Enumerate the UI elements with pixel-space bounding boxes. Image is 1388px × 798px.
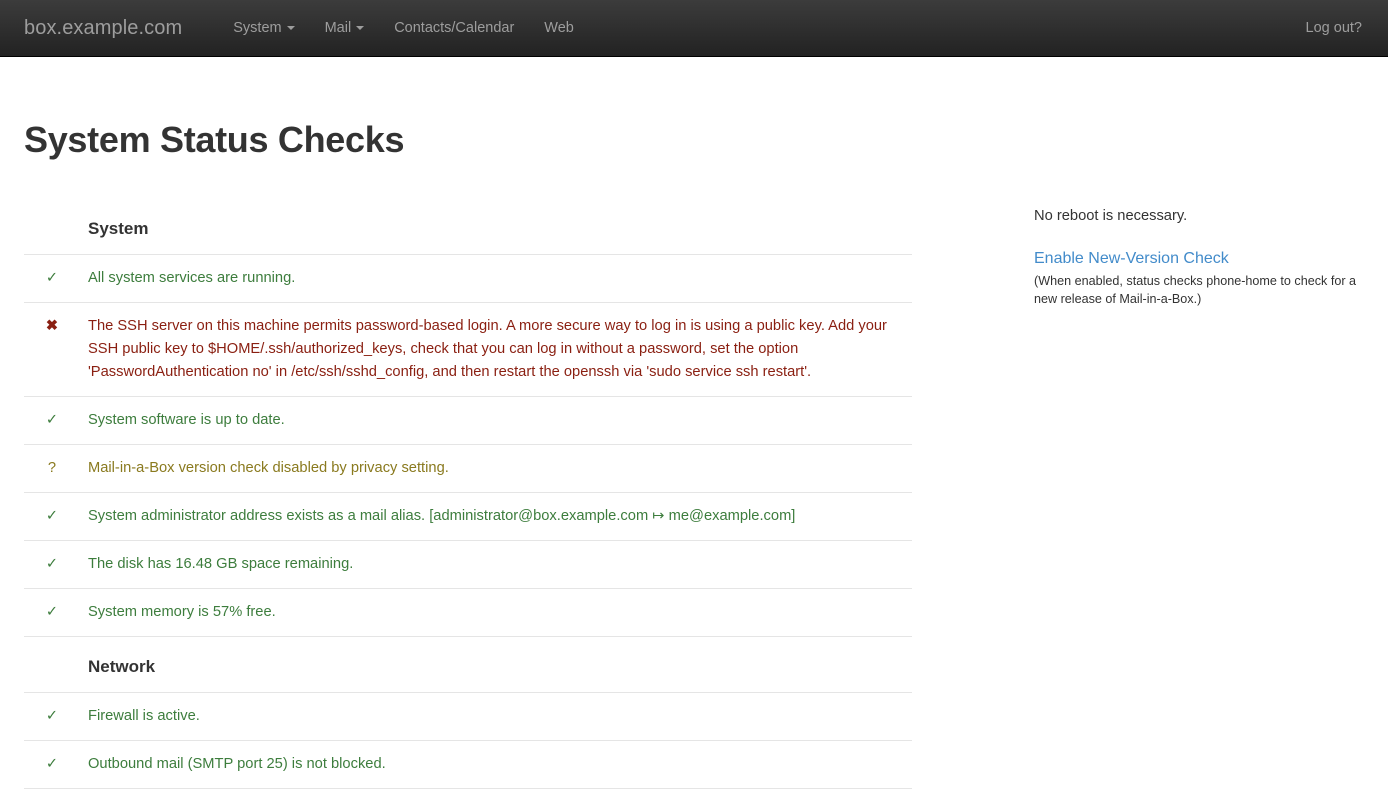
section-icon-spacer (24, 637, 88, 693)
enable-new-version-check-note: (When enabled, status checks phone-home to check for a new release of Mail-in-a-Box.) (1034, 274, 1357, 306)
sidebar-column (1034, 199, 1364, 789)
status-check-text: The disk has 16.48 GB space remaining. (88, 541, 912, 589)
status-ok-icon: ✓ (24, 397, 88, 445)
status-warn-icon: ? (24, 445, 88, 493)
status-check-row (24, 741, 912, 789)
status-section-header (24, 637, 912, 693)
status-ok-icon: ✓ (24, 493, 88, 541)
top-navbar (0, 0, 1388, 57)
content-area (24, 199, 1364, 789)
nav-items (218, 0, 589, 57)
status-check-row (24, 303, 912, 397)
status-ok-icon: ✓ (24, 589, 88, 637)
status-check-text: Outbound mail (SMTP port 25) is not blocked. (88, 741, 912, 789)
status-ok-icon: ✓ (24, 693, 88, 741)
status-checks-column (24, 199, 912, 789)
section-title: Network (88, 657, 156, 676)
status-section-header (24, 199, 912, 255)
status-check-text: System software is up to date. (88, 397, 912, 445)
status-check-row (24, 445, 912, 493)
logout-link[interactable]: Log out? (1305, 20, 1362, 36)
status-check-row (24, 493, 912, 541)
status-check-text: System memory is 57% free. (88, 589, 912, 637)
nav-item-label: Mail (324, 19, 352, 36)
section-title-cell (88, 199, 912, 255)
section-title: System (88, 219, 149, 238)
nav-item-web[interactable] (529, 0, 589, 57)
layout-spacer (912, 199, 1034, 789)
status-check-text: Mail-in-a-Box version check disabled by privacy setting. (88, 445, 912, 493)
status-check-text: The SSH server on this machine permits password-based login. A more secure way to log in is using a public key. Add your SSH public key to $HOME/.ssh/authorized_keys, check that you can log in without a password, set the option 'PasswordAuthentication no' in /etc/ssh/sshd_config, and then restart the openssh via 'sudo service ssh restart'. (88, 303, 912, 397)
page-container (0, 119, 1388, 789)
status-check-row (24, 589, 912, 637)
status-check-row (24, 541, 912, 589)
status-ok-icon: ✓ (24, 541, 88, 589)
status-check-row (24, 255, 912, 303)
brand-link[interactable]: box.example.com (24, 16, 183, 39)
nav-item-label: Web (544, 19, 574, 36)
section-icon-spacer (24, 199, 88, 255)
nav-item-label: System (233, 19, 282, 36)
status-checks-table (24, 199, 912, 789)
nav-item-system[interactable] (218, 0, 309, 57)
status-check-text: All system services are running. (88, 255, 912, 303)
chevron-down-icon (356, 26, 364, 30)
page-title: System Status Checks (24, 119, 405, 160)
status-ok-icon: ✓ (24, 255, 88, 303)
status-check-row (24, 693, 912, 741)
nav-item-contacts-calendar[interactable] (379, 0, 529, 57)
reboot-status-text: No reboot is necessary. (1034, 208, 1188, 224)
status-ok-icon: ✓ (24, 741, 88, 789)
status-error-icon: ✖ (24, 303, 88, 397)
status-check-text: Firewall is active. (88, 693, 912, 741)
enable-new-version-check-link[interactable]: Enable New-Version Check (1034, 250, 1229, 267)
nav-item-label: Contacts/Calendar (394, 19, 515, 36)
chevron-down-icon (287, 26, 295, 30)
nav-item-mail[interactable] (310, 0, 380, 57)
section-title-cell (88, 637, 912, 693)
status-check-row (24, 397, 912, 445)
status-check-text: System administrator address exists as a mail alias. [administrator@box.example.com ↦ me@example.com] (88, 493, 912, 541)
